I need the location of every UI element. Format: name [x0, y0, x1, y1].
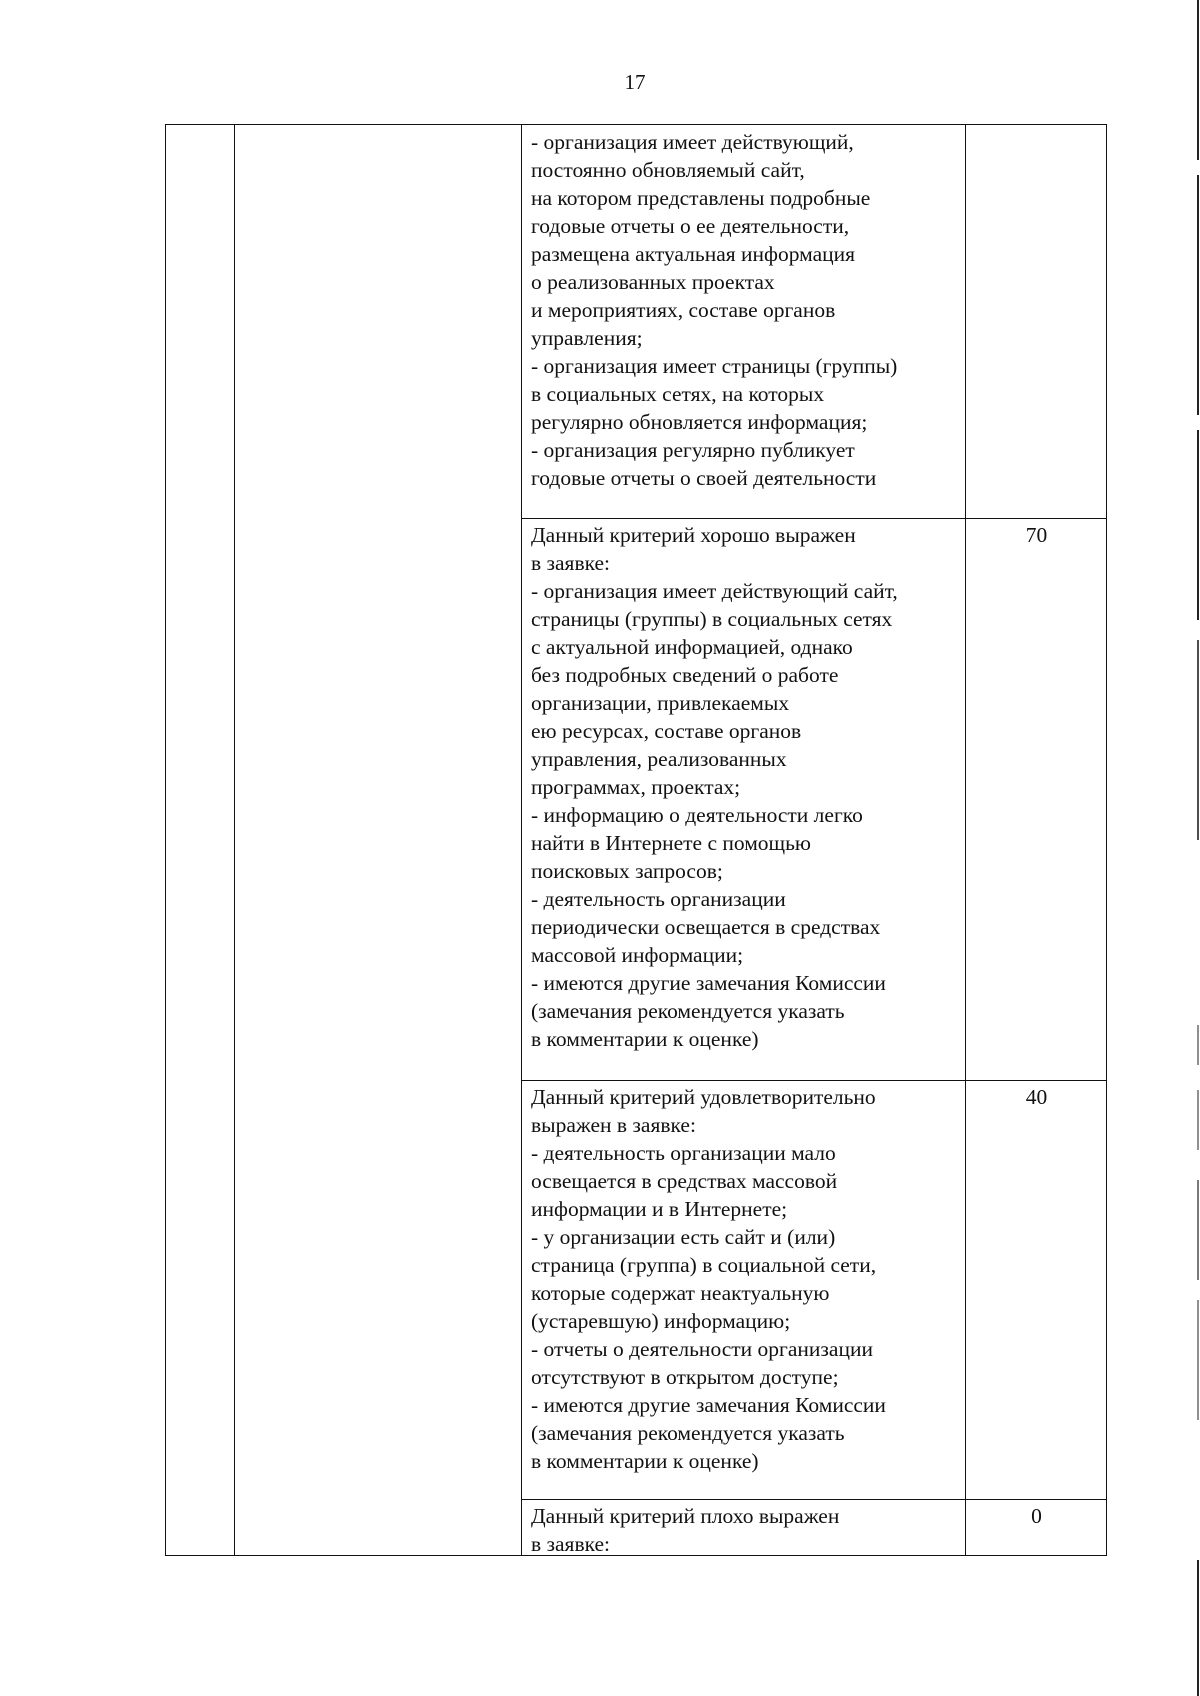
text-line: отсутствуют в открытом доступе;	[531, 1365, 839, 1389]
text-line: (замечания рекомендуется указать	[531, 999, 845, 1023]
text-line: программах, проектах;	[531, 775, 741, 799]
text-line: - организация имеет действующий сайт,	[531, 579, 898, 603]
criterion-description-3	[531, 1083, 941, 1475]
text-line: массовой информации;	[531, 943, 744, 967]
text-line: без подробных сведений о работе	[531, 663, 839, 687]
text-line: - у организации есть сайт и (или)	[531, 1225, 836, 1249]
text-line: - организация имеет страницы (группы)	[531, 354, 898, 378]
text-line: (замечания рекомендуется указать	[531, 1421, 845, 1445]
text-line: - информацию о деятельности легко	[531, 803, 863, 827]
text-line: - отчеты о деятельности организации	[531, 1337, 873, 1361]
text-line: страницы (группы) в социальных сетях	[531, 607, 893, 631]
text-line: информации и в Интернете;	[531, 1197, 788, 1221]
score-value-0: 0	[1031, 1504, 1042, 1528]
text-line: - организация имеет действующий,	[531, 130, 854, 154]
page-number: 17	[624, 70, 646, 94]
text-line: на котором представлены подробные	[531, 186, 871, 210]
text-line: Данный критерий хорошо выражен	[531, 523, 856, 547]
row-divider-2	[522, 1080, 1106, 1081]
text-line: управления, реализованных	[531, 747, 787, 771]
text-line: постоянно обновляемый сайт,	[531, 158, 805, 182]
text-line: управления;	[531, 326, 643, 350]
column-divider-3	[965, 125, 966, 1555]
text-line: размещена актуальная информация	[531, 242, 856, 266]
text-line: и мероприятиях, составе органов	[531, 298, 836, 322]
column-divider-1	[234, 125, 235, 1555]
text-line: - деятельность организации	[531, 887, 786, 911]
row-divider-1	[522, 518, 1106, 519]
text-line: годовые отчеты о ее деятельности,	[531, 214, 850, 238]
text-line: которые содержат неактуальную	[531, 1281, 830, 1305]
text-line: регулярно обновляется информация;	[531, 410, 868, 434]
criterion-description-4	[531, 1502, 941, 1558]
text-line: с актуальной информацией, однако	[531, 635, 853, 659]
text-line: периодически освещается в средствах	[531, 915, 881, 939]
text-line: в комментарии к оценке)	[531, 1449, 759, 1473]
text-line: найти в Интернете с помощью	[531, 831, 811, 855]
text-line: выражен в заявке:	[531, 1113, 696, 1137]
text-line: поисковых запросов;	[531, 859, 723, 883]
text-line: годовые отчеты о своей деятельности	[531, 466, 877, 490]
text-line: в заявке:	[531, 1532, 611, 1556]
criterion-description-2	[531, 521, 941, 1053]
text-line: организации, привлекаемых	[531, 691, 790, 715]
text-line: в заявке:	[531, 551, 611, 575]
criterion-description-1	[531, 128, 941, 492]
text-line: Данный критерий плохо выражен	[531, 1504, 840, 1528]
text-line: - деятельность организации мало	[531, 1141, 836, 1165]
text-line: в комментарии к оценке)	[531, 1027, 759, 1051]
scan-edge-marks	[1194, 0, 1200, 1696]
criteria-table	[165, 124, 1107, 1556]
text-line: страница (группа) в социальной сети,	[531, 1253, 877, 1277]
text-line: в социальных сетях, на которых	[531, 382, 825, 406]
text-line: (устаревшую) информацию;	[531, 1309, 791, 1333]
text-line: освещается в средствах массовой	[531, 1169, 838, 1193]
text-line: ею ресурсах, составе органов	[531, 719, 802, 743]
text-line: Данный критерий удовлетворительно	[531, 1085, 876, 1109]
score-value-40: 40	[1025, 1085, 1048, 1109]
text-line: - имеются другие замечания Комиссии	[531, 971, 886, 995]
score-value-70: 70	[1025, 523, 1048, 547]
text-line: о реализованных проектах	[531, 270, 775, 294]
row-divider-3	[522, 1499, 1106, 1500]
column-divider-2	[521, 125, 522, 1555]
text-line: - организация регулярно публикует	[531, 438, 855, 462]
text-line: - имеются другие замечания Комиссии	[531, 1393, 886, 1417]
